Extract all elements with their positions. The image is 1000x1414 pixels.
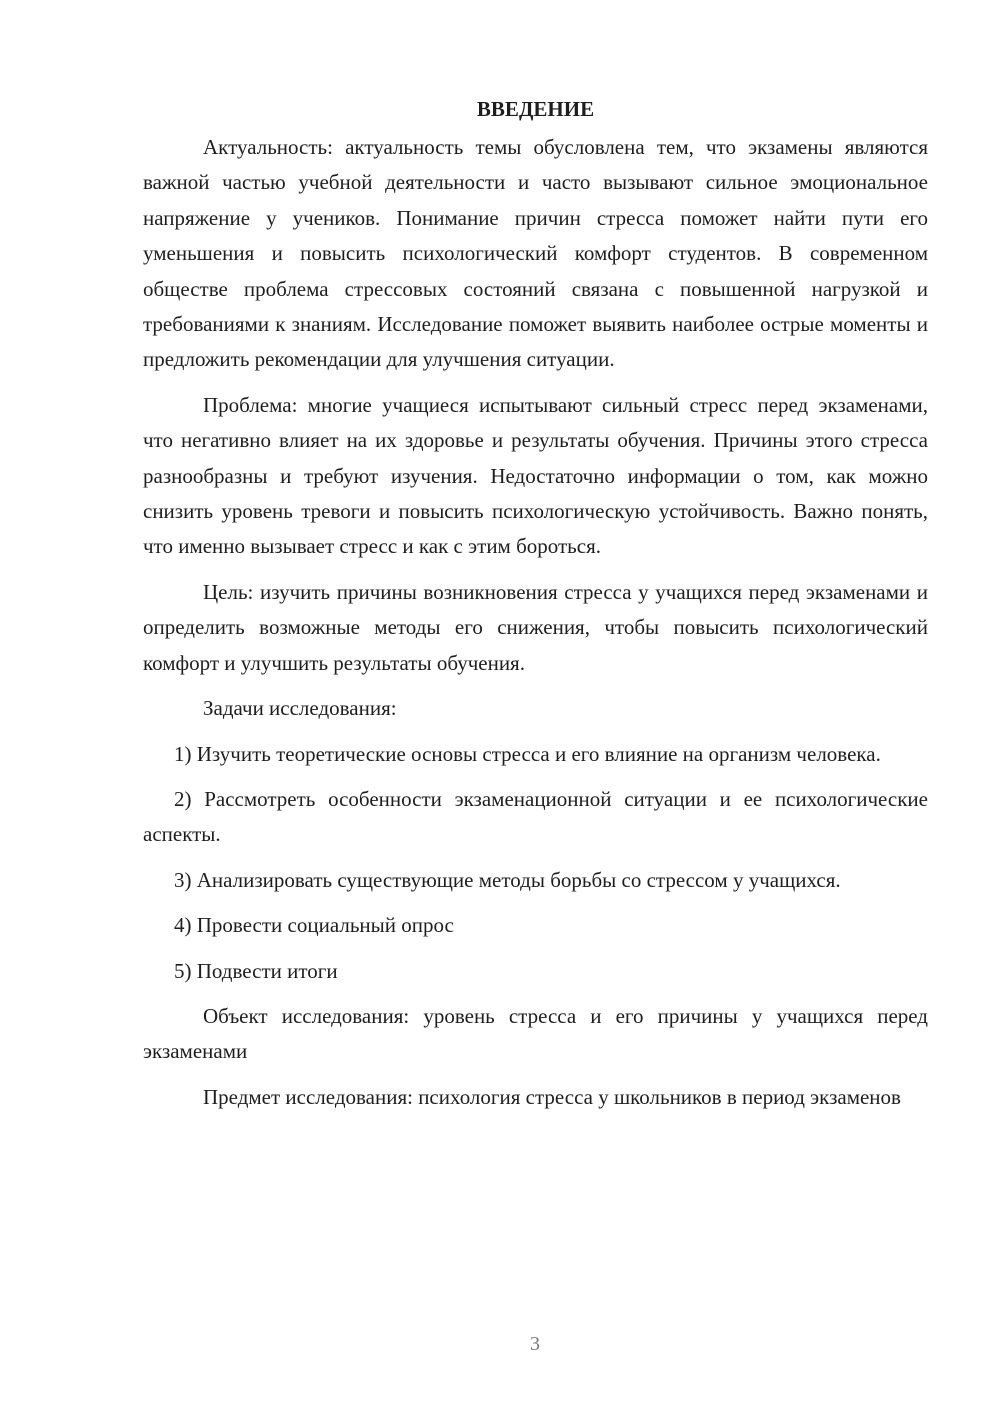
paragraph-object: Объект исследования: уровень стресса и его причины у учащихся перед экзаменами (143, 1003, 928, 1064)
paragraph-problem: Проблема: многие учащиеся испытывают сильный стресс перед экзаменами, что негативно влияет на их здоровье и результаты обучения. Причины этого стресса разнообразны и требуют изучения. Недостаточно информации о том, как можно снизить уровень тревоги и повысить психологическую устойчивость. Важно понять, что именно вызывает стресс и как с этим бороться. (143, 392, 928, 559)
page-number: 3 (530, 1333, 540, 1355)
paragraph-subject: Предмет исследования: психология стресса у школьников в период экзаменов (203, 1084, 901, 1109)
paragraph-relevance: Актуальность: актуальность темы обусловлена тем, что экзамены являются важной частью учебной деятельности и часто вызывают сильное эмоциональное напряжение у учеников. Понимание причин стресса поможет найти пути его уменьшения и повысить психологический комфорт студентов. В современном обществе проблема стрессовых состояний связана с повышенной нагрузкой и требованиями к знаниям. Исследование поможет выявить наиболее острые моменты и предложить рекомендации для улучшения ситуации. (143, 135, 928, 372)
list-item-task-2: 2) Рассмотреть особенности экзаменационной ситуации и ее психологические аспекты. (143, 786, 928, 847)
list-item-task-3: 3) Анализировать существующие методы борьбы со стрессом у учащихся. (174, 867, 841, 892)
list-item-task-1: 1) Изучить теоретические основы стресса и его влияние на организм человека. (174, 741, 881, 766)
paragraph-tasks-title: Задачи исследования: (203, 696, 397, 721)
list-item-task-4: 4) Провести социальный опрос (174, 913, 454, 938)
list-item-task-5: 5) Подвести итоги (174, 958, 338, 983)
paragraph-goal: Цель: изучить причины возникновения стресса у учащихся перед экзаменами и определить возможные методы его снижения, чтобы повысить психологический комфорт и улучшить результаты обучения. (143, 579, 928, 675)
document-page (143, 92, 928, 1125)
section-heading: ВВЕДЕНИЕ (476, 97, 595, 121)
